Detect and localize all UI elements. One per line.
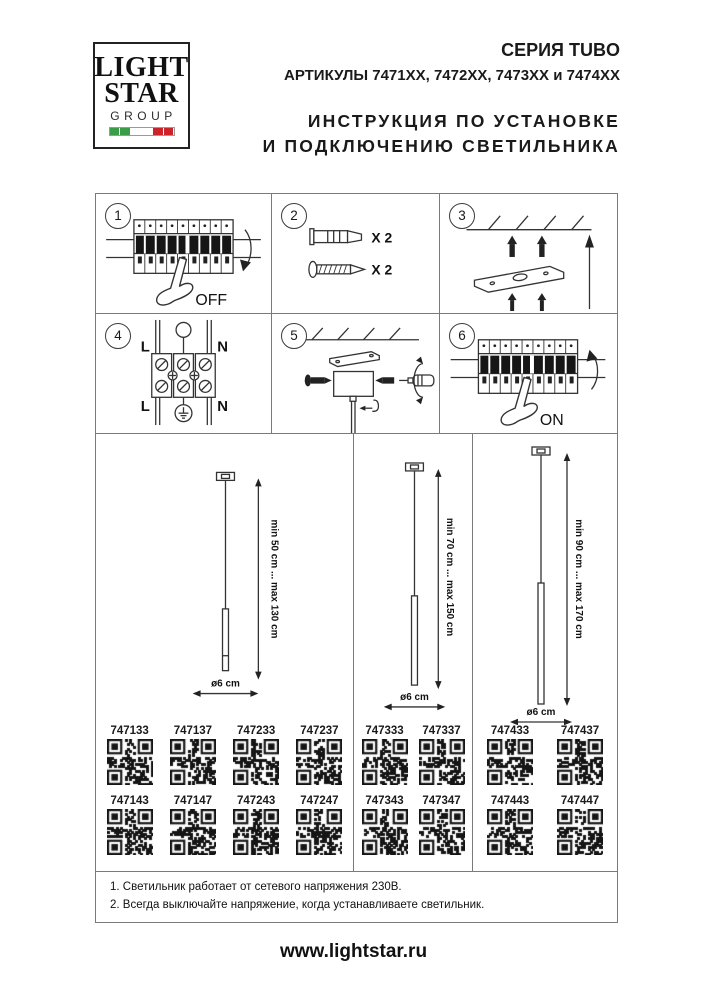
instruction-title	[263, 109, 620, 159]
italian-flag-bar	[109, 127, 175, 136]
article-item	[233, 795, 279, 855]
terminal-label-L-bottom: L	[140, 399, 150, 416]
product-column-2	[354, 434, 473, 871]
dowel-qty: X 2	[371, 229, 393, 246]
flag-segment-red	[153, 128, 163, 135]
pendant-dimension: min 90 cm ... max 170 cm	[573, 519, 584, 639]
terminal-label-L-top: L	[140, 339, 150, 356]
article-item	[233, 725, 279, 785]
pendant-diameter: ø6 cm	[400, 691, 429, 703]
on-label: ON	[539, 412, 564, 430]
qr-code	[296, 739, 342, 785]
article-number: 747343	[365, 795, 404, 807]
article-row	[356, 725, 470, 785]
note-1: 1. Светильник работает от сетевого напряжения 230В.	[110, 881, 402, 893]
article-item	[419, 725, 465, 785]
article-row	[98, 725, 351, 785]
flag-segment-white	[131, 128, 141, 135]
logo-word-light: LIGHT	[94, 51, 189, 83]
header-text-block	[263, 40, 620, 159]
pendant-diameter: ø6 cm	[211, 678, 240, 690]
website-url: www.lightstar.ru	[279, 941, 428, 962]
step-5-fix-canopy	[272, 314, 440, 433]
article-number: 747337	[422, 725, 461, 737]
flag-segment-red	[164, 128, 174, 135]
article-item	[557, 725, 603, 785]
flag-segment-green	[120, 128, 130, 135]
qr-code	[419, 809, 465, 855]
article-row	[356, 795, 470, 855]
step-4-wiring	[96, 314, 272, 433]
qr-code	[487, 809, 533, 855]
off-label: OFF	[195, 292, 228, 310]
logo-word-group: GROUP	[110, 109, 177, 124]
article-number: 747233	[236, 725, 276, 737]
step-number-4: 4	[105, 323, 131, 349]
step-1-power-off	[96, 194, 272, 314]
screw-qty: X 2	[371, 261, 393, 278]
arrow-down-curved	[245, 230, 251, 267]
pendant-diagram-2	[354, 434, 472, 726]
article-row	[98, 795, 351, 855]
article-item	[419, 795, 465, 855]
article-row	[475, 795, 615, 855]
notes-section	[96, 871, 617, 922]
article-number: 747347	[422, 795, 461, 807]
qr-code	[233, 739, 279, 785]
screw-icon	[351, 265, 365, 274]
article-number: 747143	[110, 795, 149, 807]
qr-code	[170, 739, 216, 785]
step-2-hardware	[272, 194, 440, 314]
note-2: 2. Всегда выключайте напряжение, когда устанавливаете светильник.	[110, 898, 485, 911]
qr-code	[233, 809, 279, 855]
article-number: 747437	[560, 725, 600, 737]
step-3-mount-bracket	[440, 194, 617, 314]
step-number-1: 1	[105, 203, 131, 229]
article-number: 747243	[236, 795, 276, 807]
article-number: 747333	[365, 725, 404, 737]
installation-steps-grid	[95, 193, 618, 434]
article-number: 747137	[173, 725, 213, 737]
article-item	[170, 795, 216, 855]
article-item	[107, 725, 153, 785]
article-number: 747147	[173, 795, 213, 807]
flag-segment-white	[142, 128, 152, 135]
article-item	[487, 795, 533, 855]
article-row	[475, 725, 615, 785]
qr-code	[362, 809, 408, 855]
article-item	[362, 795, 408, 855]
qr-code	[557, 809, 603, 855]
product-column-3	[473, 434, 617, 871]
pendant-dimension: min 70 cm ... max 150 cm	[444, 517, 456, 637]
pendant-diameter: ø6 cm	[526, 707, 556, 718]
article-number: 747433	[490, 725, 530, 737]
articles-line: АРТИКУЛЫ 7471XX, 7472XX, 7473XX и 7474XX	[284, 67, 620, 84]
lamp-symbol	[176, 322, 191, 337]
qr-code	[419, 739, 465, 785]
dowel-icon	[348, 231, 362, 243]
article-item	[296, 795, 342, 855]
product-panel	[95, 433, 618, 923]
article-number: 747443	[490, 795, 530, 807]
step-number-3: 3	[449, 203, 475, 229]
logo-word-star: STAR	[104, 77, 179, 109]
article-number: 747133	[110, 725, 149, 737]
pendant-diagram-3	[473, 434, 617, 726]
article-item	[362, 725, 408, 785]
product-column-1	[96, 434, 354, 871]
qr-code	[107, 809, 153, 855]
article-item	[170, 725, 216, 785]
qr-code	[170, 809, 216, 855]
step-number-2: 2	[281, 203, 307, 229]
flag-segment-green	[110, 128, 120, 135]
lightstar-logo	[93, 42, 190, 149]
article-item	[487, 725, 533, 785]
article-number: 747237	[300, 725, 339, 737]
qr-code	[107, 739, 153, 785]
canopy-box	[334, 372, 374, 397]
step-number-6: 6	[449, 323, 475, 349]
step-number-5: 5	[281, 323, 307, 349]
pendant-dimension: min 50 cm ... max 130 cm	[268, 519, 280, 639]
article-item	[296, 725, 342, 785]
qr-code	[362, 739, 408, 785]
series-title: СЕРИЯ TUBO	[501, 40, 620, 60]
instruction-line-2: И ПОДКЛЮЧЕНИЮ СВЕТИЛЬНИКА	[262, 135, 620, 156]
article-item	[107, 795, 153, 855]
qr-code	[487, 739, 533, 785]
terminal-label-N-bottom: N	[217, 399, 228, 416]
pendant-diagram-1	[96, 434, 353, 726]
terminal-label-N-top: N	[217, 339, 228, 356]
mounting-bracket	[474, 266, 563, 292]
article-number: 747447	[560, 795, 600, 807]
article-number: 747247	[300, 795, 339, 807]
instruction-line-1: ИНСТРУКЦИЯ ПО УСТАНОВКЕ	[307, 111, 620, 131]
qr-code	[557, 739, 603, 785]
qr-code	[296, 809, 342, 855]
step-6-power-on	[440, 314, 617, 433]
article-item	[557, 795, 603, 855]
